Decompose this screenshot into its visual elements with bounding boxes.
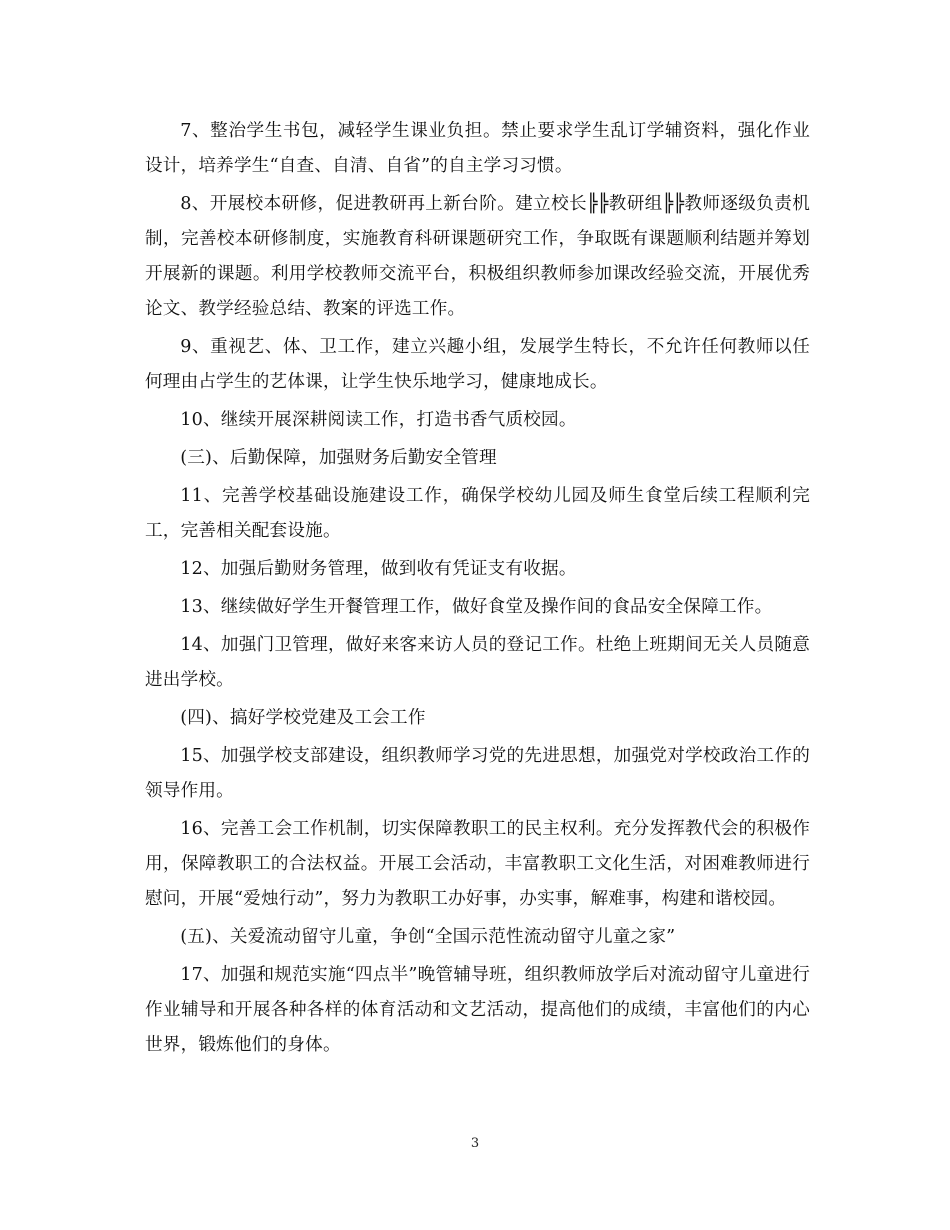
- section-heading-3: (三)、后勤保障，加强财务后勤安全管理: [180, 448, 497, 468]
- section-heading-5: (五)、关爱流动留守儿童，争创“全国示范性流动留守儿童之家”: [180, 927, 676, 947]
- paragraph-12: 12、加强后勤财务管理，做到收有凭证支有收据。: [180, 559, 577, 579]
- page-number: 3: [470, 1136, 480, 1151]
- paragraph-17: 17、加强和规范实施“四点半”晚管辅导班，组织教师放学后对流动留守儿童进行作业辅导和开展各种各样的体育活动和文艺活动，提高他们的成绩，丰富他们的内心世界，锻炼他们的身体。: [145, 965, 810, 1055]
- paragraph-10: 10、继续开展深耕阅读工作，打造书香气质校园。: [180, 410, 577, 430]
- section-heading-4: (四)、搞好学校党建及工会工作: [180, 708, 426, 728]
- paragraph-9: 9、重视艺、体、卫工作，建立兴趣小组，发展学生特长，不允许任何教师以任何理由占学生的艺体课，让学生快乐地学习，健康地成长。: [145, 337, 810, 392]
- document-body: [145, 114, 810, 1063]
- paragraph-15: 15、加强学校支部建设，组织教师学习党的先进思想，加强党对学校政治工作的领导作用。: [145, 746, 810, 801]
- paragraph-16: 16、完善工会工作机制，切实保障教职工的民主权利。充分发挥教代会的积极作用，保障教职工的合法权益。开展工会活动，丰富教职工文化生活，对困难教师进行慰问，开展“爱烛行动”，努力为教职工办好事，办实事，解难事，构建和谐校园。: [145, 819, 810, 909]
- paragraph-11: 11、完善学校基础设施建设工作，确保学校幼儿园及师生食堂后续工程顺利完工，完善相关配套设施。: [145, 486, 810, 541]
- paragraph-7: 7、整治学生书包，减轻学生课业负担。禁止要求学生乱订学辅资料，强化作业设计，培养学生“自查、自清、自省”的自主学习习惯。: [145, 121, 810, 176]
- paragraph-13: 13、继续做好学生开餐管理工作，做好食堂及操作间的食品安全保障工作。: [180, 597, 773, 617]
- paragraph-8: 8、开展校本研修，促进教研再上新台阶。建立校长╠╠教研组╠╠教师逐级负责机制，完善校本研修制度，实施教育科研课题研究工作，争取既有课题顺利结题并筹划开展新的课题。利用学校教师交流平台，积极组织教师参加课改经验交流，开展优秀论文、教学经验总结、教案的评选工作。: [145, 194, 810, 319]
- paragraph-14: 14、加强门卫管理，做好来客来访人员的登记工作。杜绝上班期间无关人员随意进出学校。: [145, 635, 810, 690]
